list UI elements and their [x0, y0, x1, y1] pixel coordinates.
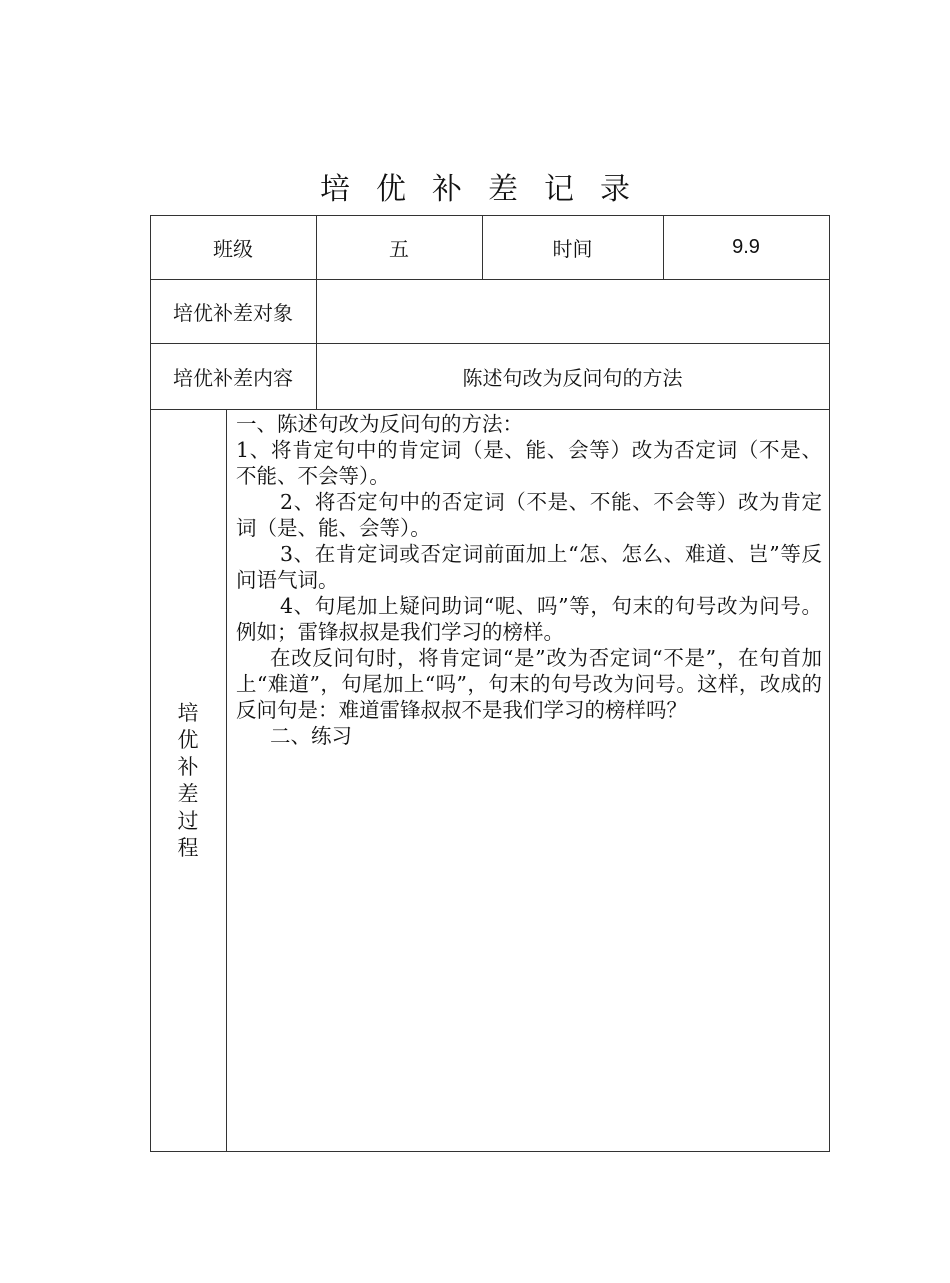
- record-table: [150, 215, 830, 1152]
- class-label: 班级: [213, 236, 253, 261]
- target-label: 培优补差对象: [173, 300, 293, 325]
- table-border-right: [829, 215, 830, 1152]
- time-value: 9.9: [732, 235, 760, 258]
- content-value: 陈述句改为反问句的方法: [462, 365, 683, 390]
- target-value: [316, 279, 829, 343]
- process-paragraph: 一、陈述句改为反问句的方法：: [236, 412, 523, 436]
- table-border-bottom: [150, 1151, 830, 1152]
- table-row-divider: [150, 409, 830, 410]
- process-label-char: 过: [177, 809, 199, 833]
- process-label: [150, 410, 226, 1152]
- time-label: 时间: [552, 236, 593, 261]
- class-value: 五: [389, 236, 409, 261]
- process-content: [236, 411, 822, 749]
- process-label-char: 培: [177, 701, 199, 725]
- process-paragraph: 1、将肯定句中的肯定词（是、能、会等）改为否定词（不是、不能、不会等）。: [236, 438, 822, 488]
- process-label-char: 差: [177, 782, 199, 806]
- process-label-char: 优: [177, 728, 199, 752]
- process-label-char: 程: [177, 836, 199, 860]
- process-paragraph: 2、将否定句中的否定词（不是、不能、不会等）改为肯定词（是、能、会等）。: [236, 490, 822, 540]
- table-col-divider: [226, 409, 227, 1151]
- process-paragraph: 二、练习: [270, 724, 352, 748]
- content-label: 培优补差内容: [173, 365, 293, 390]
- process-paragraph: 3、在肯定词或否定词前面加上“怎、怎么、难道、岂”等反问语气词。: [236, 542, 822, 592]
- process-paragraph: 在改反问句时，将肯定词“是”改为否定词“不是”，在句首加上“难道”，句尾加上“吗”，句末的句号改为问号。这样，改成的反问句是：难道雷锋叔叔不是我们学习的榜样吗？: [236, 646, 822, 722]
- process-label-char: 补: [177, 755, 199, 779]
- process-paragraph: 4、句尾加上疑问助词“呢、吗”等，句末的句号改为问号。例如；雷锋叔叔是我们学习的榜样。: [236, 594, 822, 644]
- page-title: 培优补差记录: [320, 172, 656, 207]
